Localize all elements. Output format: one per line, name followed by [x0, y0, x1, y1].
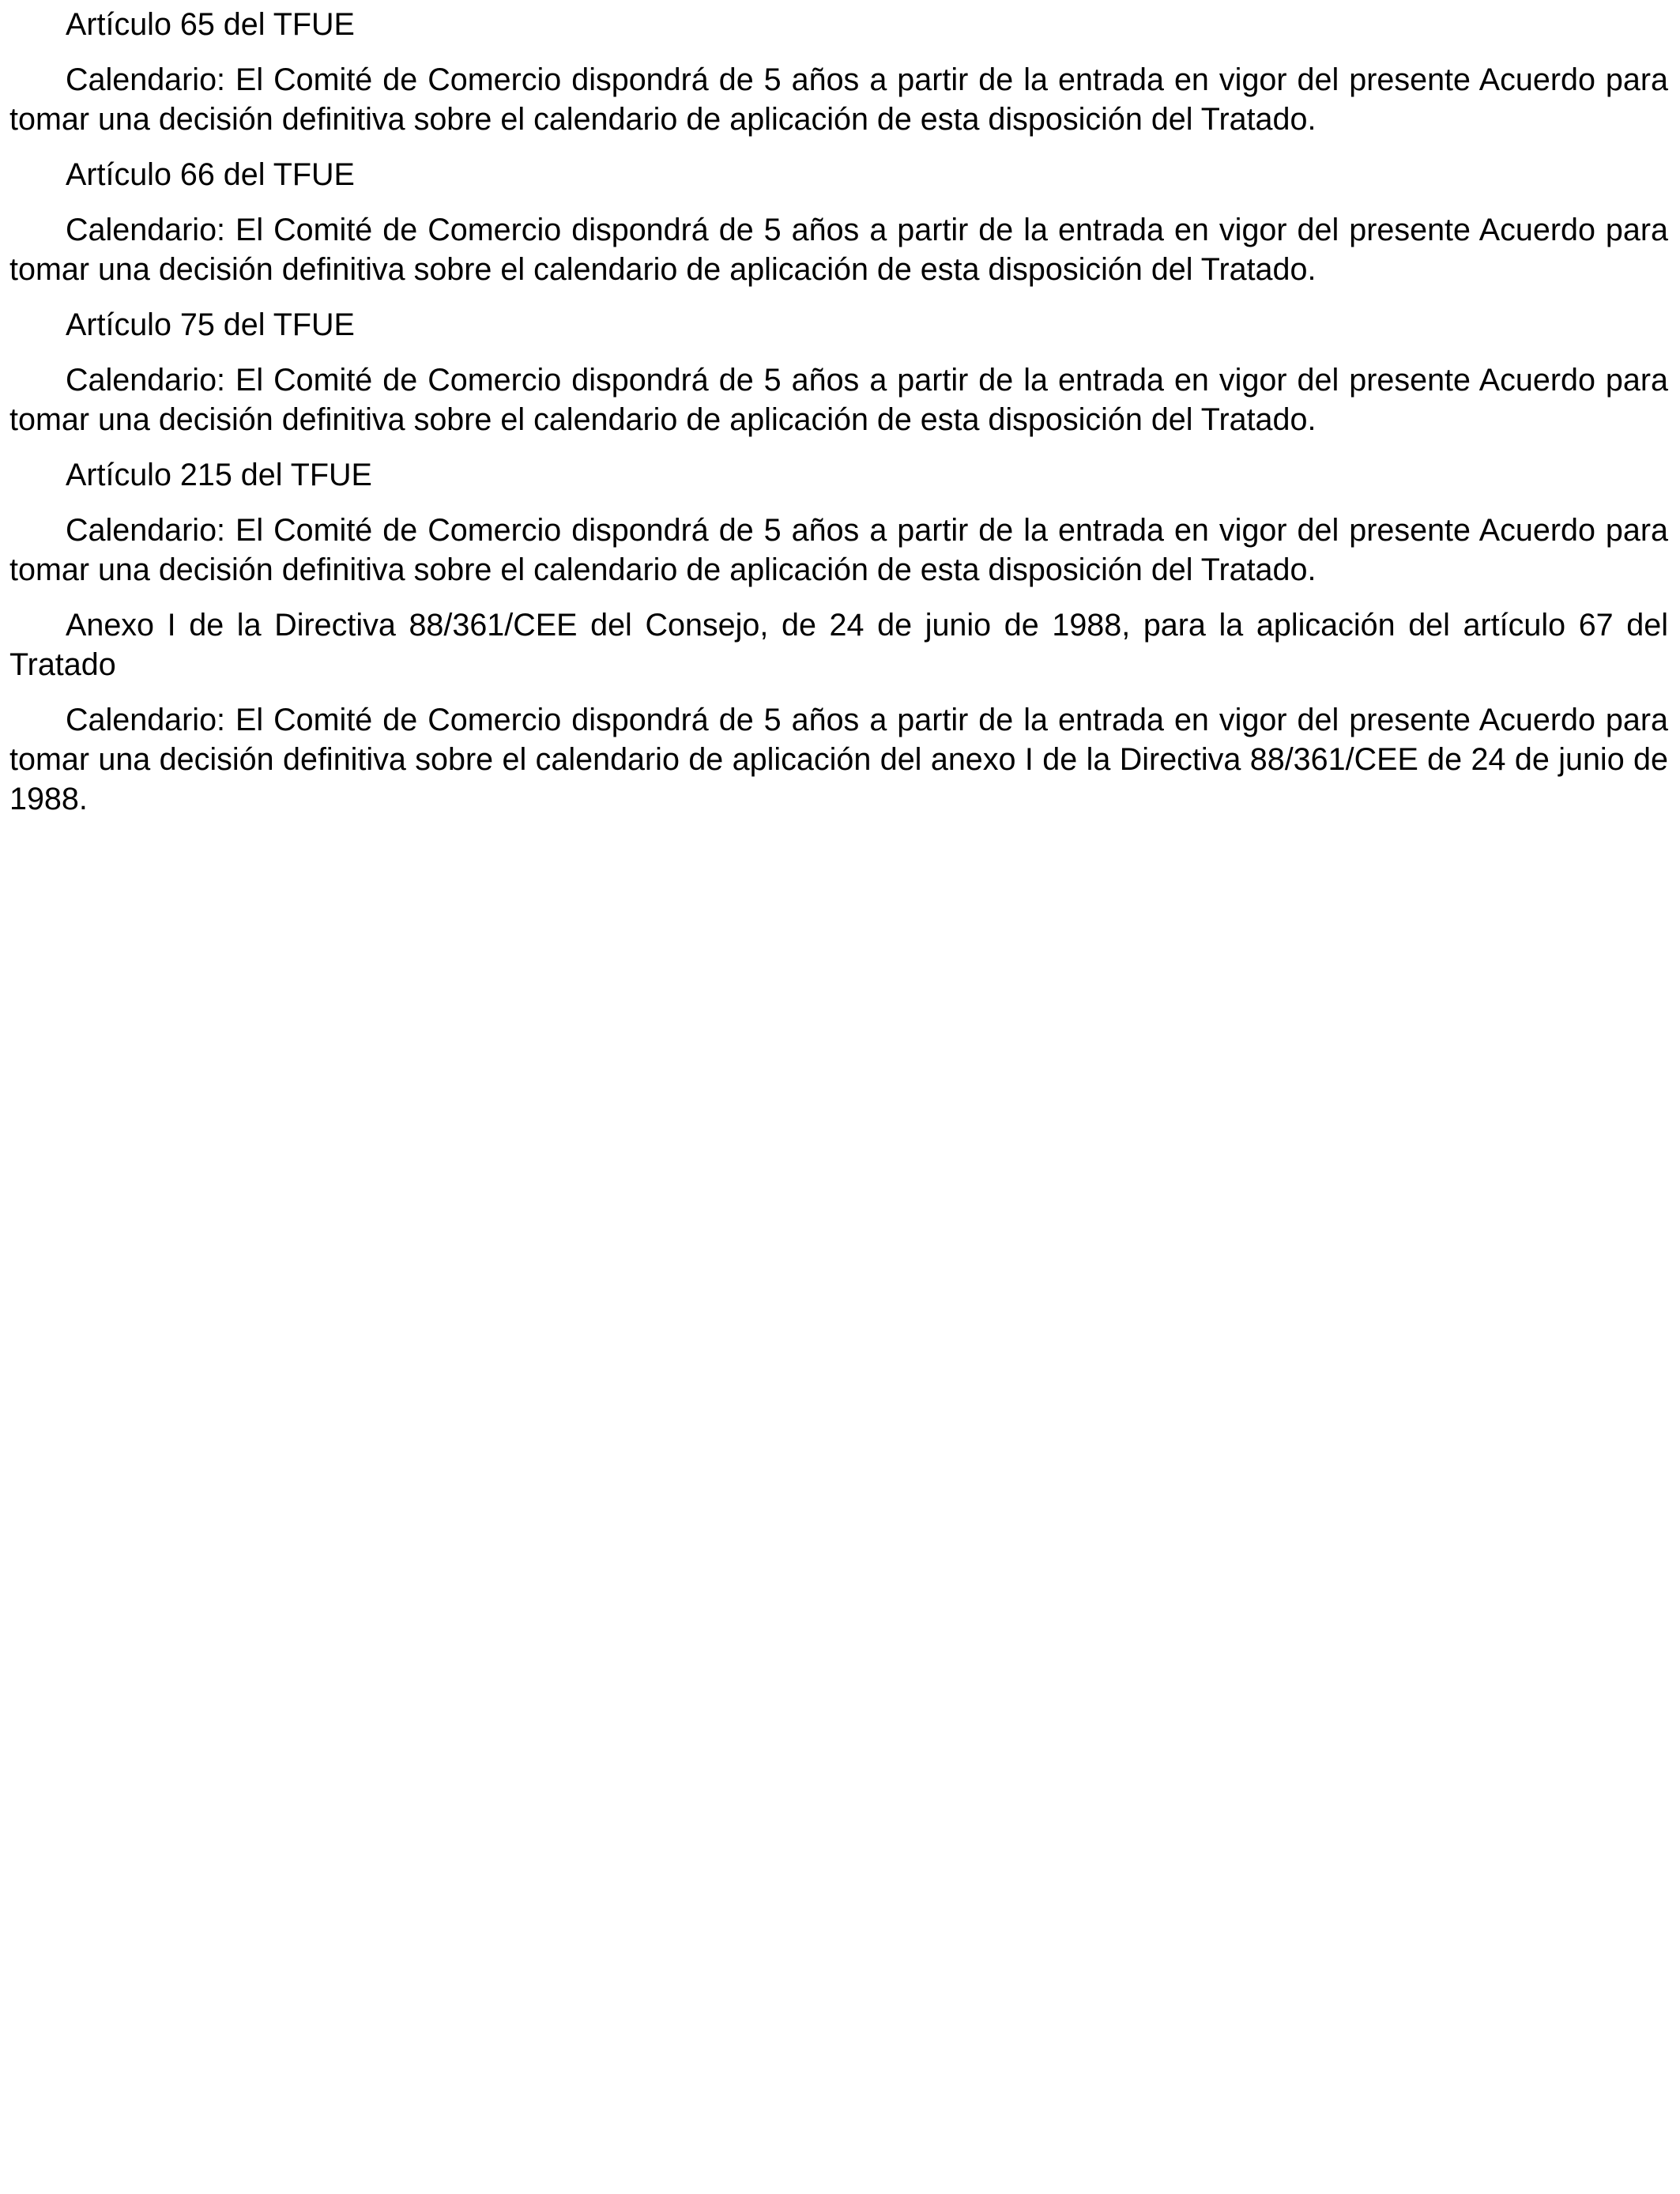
section-heading-anexo-i: Anexo I de la Directiva 88/361/CEE del Consejo, de 24 de junio de 1988, para la aplicación del artículo 67 del Tratado — [9, 608, 1668, 682]
section-heading-art-75: Artículo 75 del TFUE — [66, 307, 355, 342]
section-text-art-75: Calendario: El Comité de Comercio dispondrá de 5 años a partir de la entrada en vigor del presente Acuerdo para tomar una decisión definitiva sobre el calendario de aplicación de esta disposición del Tratado. — [9, 363, 1668, 437]
section-text-anexo-i: Calendario: El Comité de Comercio dispondrá de 5 años a partir de la entrada en vigor del presente Acuerdo para tomar una decisión definitiva sobre el calendario de aplicación del anexo I de la Directiva 88/361/CEE de 24 de junio de 1988. — [9, 703, 1668, 816]
section-heading-art-66: Artículo 66 del TFUE — [66, 157, 355, 192]
section-heading-art-215: Artículo 215 del TFUE — [66, 458, 372, 492]
document-body — [9, 5, 1668, 835]
section-text-art-65: Calendario: El Comité de Comercio dispondrá de 5 años a partir de la entrada en vigor del presente Acuerdo para tomar una decisión definitiva sobre el calendario de aplicación de esta disposición del Tratado. — [9, 62, 1668, 137]
section-text-art-215: Calendario: El Comité de Comercio dispondrá de 5 años a partir de la entrada en vigor del presente Acuerdo para tomar una decisión definitiva sobre el calendario de aplicación de esta disposición del Tratado. — [9, 513, 1668, 587]
section-heading-art-65: Artículo 65 del TFUE — [66, 7, 355, 42]
section-text-art-66: Calendario: El Comité de Comercio dispondrá de 5 años a partir de la entrada en vigor del presente Acuerdo para tomar una decisión definitiva sobre el calendario de aplicación de esta disposición del Tratado. — [9, 213, 1668, 287]
